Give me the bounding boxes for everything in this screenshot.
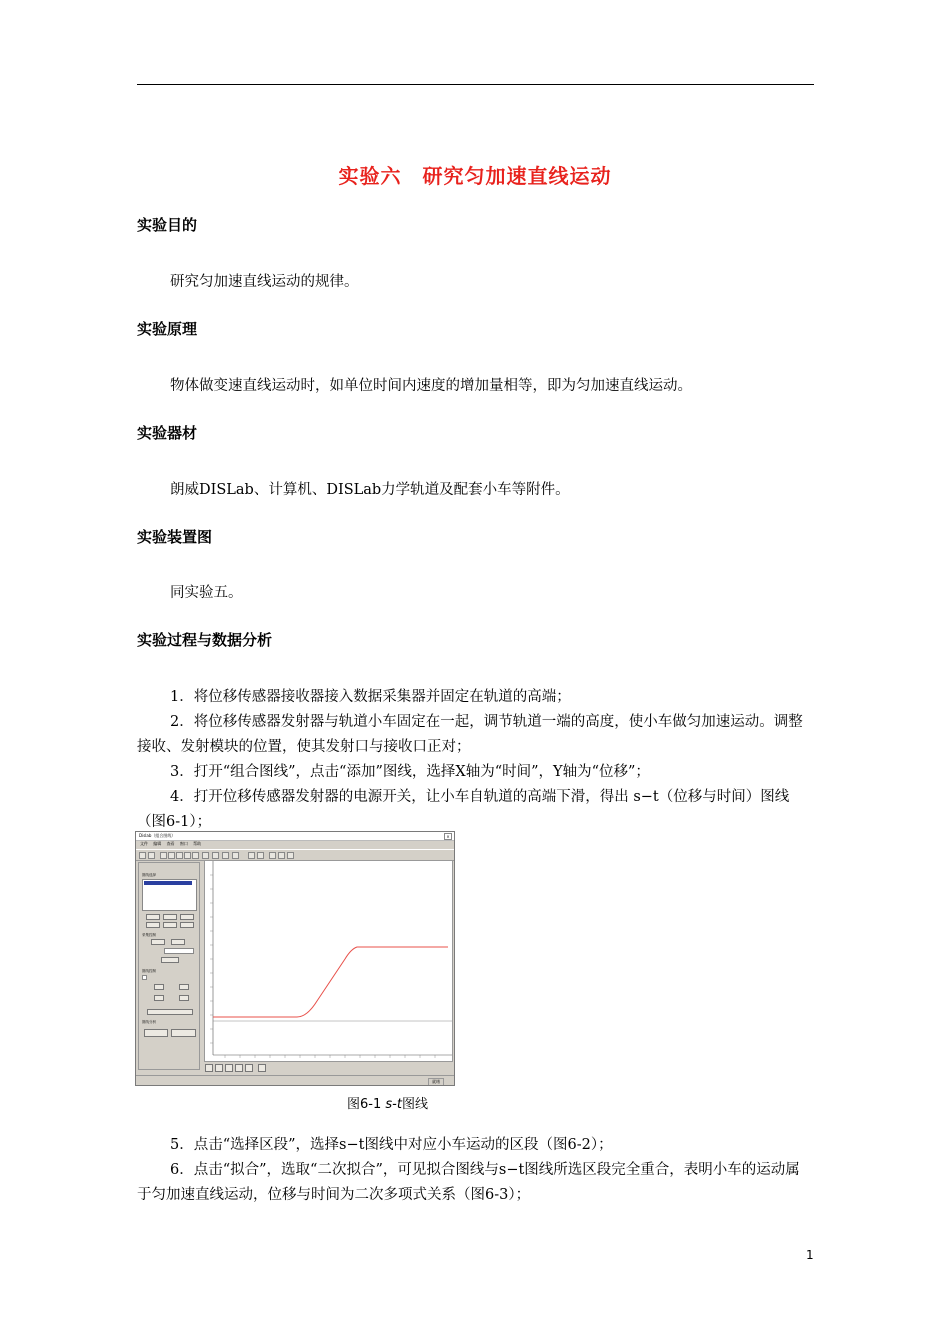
- panel-button[interactable]: [147, 1009, 193, 1015]
- toolbar-button[interactable]: [232, 852, 239, 859]
- toolbar-button[interactable]: [160, 852, 167, 859]
- zoom-icon[interactable]: [245, 1064, 253, 1072]
- menu-edit[interactable]: 编辑: [153, 841, 162, 846]
- toolbar-button[interactable]: [184, 852, 191, 859]
- panel-button[interactable]: [179, 984, 189, 990]
- toolbar-button[interactable]: [168, 852, 175, 859]
- window-titlebar: [136, 832, 454, 841]
- caption-variable: s-t: [385, 1097, 402, 1112]
- st-curve: [213, 947, 448, 1017]
- plot-toolbar: [204, 1063, 453, 1073]
- zoom-icon[interactable]: [215, 1064, 223, 1072]
- step-3: 3．打开“组合图线”，点击“添加”图线，选择X轴为“时间”，Y轴为“位移”；: [170, 764, 650, 780]
- step-1: 1．将位移传感器接收器接入数据采集器并固定在轨道的高端；: [170, 689, 571, 705]
- menu-help[interactable]: 帮助: [193, 841, 202, 846]
- print-icon[interactable]: [258, 1064, 266, 1072]
- figure-caption: [0, 1093, 775, 1112]
- play-icon[interactable]: [248, 852, 255, 859]
- panel-button[interactable]: [154, 995, 164, 1001]
- panel-button[interactable]: [163, 922, 177, 928]
- zoom-icon[interactable]: [225, 1064, 233, 1072]
- stop-button[interactable]: [171, 939, 185, 945]
- checkbox[interactable]: [142, 975, 147, 980]
- select-range-button[interactable]: [171, 1029, 196, 1037]
- heading-procedure: 实验过程与数据分析: [137, 631, 273, 649]
- step-4: 4．打开位移传感器发射器的电源开关，让小车自轨道的高端下滑，得出 s−t（位移与时间）图线（图6-1）；: [137, 789, 790, 830]
- text-materials: 朗威DISLab、计算机、DISLab力学轨道及配套小车等附件。: [170, 482, 570, 498]
- y-ticks: [210, 875, 213, 1043]
- heading-setup: 实验装置图: [137, 528, 213, 546]
- fit-button[interactable]: [144, 1029, 168, 1037]
- text-principle: 物体做变速直线运动时，如单位时间内速度的增加量相等，即为匀加速直线运动。: [170, 378, 692, 394]
- caption-suffix: 图线: [401, 1097, 428, 1112]
- panel-label: 图线选择: [142, 873, 156, 877]
- status-text: 就绪: [428, 1078, 444, 1086]
- panel-label: 图线控制: [142, 969, 156, 973]
- window-title: Dislab（组合图线）: [139, 833, 176, 838]
- text-purpose: 研究匀加速直线运动的规律。: [170, 274, 359, 290]
- page-title: 实验六 研究匀加速直线运动: [338, 164, 612, 188]
- caption-prefix: 图6-1: [347, 1097, 382, 1112]
- toolbar-button[interactable]: [148, 852, 155, 859]
- menu-window[interactable]: 窗口: [179, 841, 188, 846]
- toolbar-button[interactable]: [202, 852, 209, 859]
- heading-materials: 实验器材: [137, 424, 198, 442]
- toolbar-button[interactable]: [176, 852, 183, 859]
- toolbar-button[interactable]: [192, 852, 199, 859]
- toolbar-button[interactable]: [212, 852, 219, 859]
- zoom-icon[interactable]: [235, 1064, 243, 1072]
- panel-button[interactable]: [179, 995, 189, 1001]
- header-rule: [137, 84, 814, 85]
- step-2: 2．将位移传感器发射器与轨道小车固定在一起，调节轨道一端的高度，使小车做匀加速运动。调整接收、发射模块的位置，使其发射口与接收口正对；: [137, 714, 803, 755]
- interval-select[interactable]: [164, 948, 194, 954]
- step-5: 5．点击“选择区段”，选择s−t图线中对应小车运动的区段（图6-2）；: [170, 1137, 613, 1153]
- status-bar: [136, 1075, 454, 1086]
- step-6: 6．点击“拟合”，选取“二次拟合”，可见拟合图线与s−t图线所选区段完全重合，表明小车的运动属于匀加速直线运动，位移与时间为二次多项式关系（图6-3）；: [137, 1162, 800, 1203]
- menu-file[interactable]: 文件: [140, 841, 148, 846]
- st-graph: [205, 861, 452, 1061]
- toolbar-button[interactable]: [287, 852, 294, 859]
- control-panel: [138, 862, 200, 1070]
- delete-button[interactable]: [163, 914, 177, 920]
- software-screenshot: [135, 831, 455, 1086]
- zoom-icon[interactable]: [205, 1064, 213, 1072]
- x-ticks: [225, 1055, 435, 1058]
- toolbar-button[interactable]: [269, 852, 276, 859]
- menu-view[interactable]: 查看: [166, 841, 175, 846]
- start-button[interactable]: [151, 939, 165, 945]
- heading-principle: 实验原理: [137, 320, 198, 338]
- page-number: 1: [806, 1248, 814, 1262]
- close-icon[interactable]: ×: [444, 833, 452, 840]
- toolbar-button[interactable]: [222, 852, 229, 859]
- series-list[interactable]: [142, 879, 197, 911]
- panel-button[interactable]: [161, 957, 179, 963]
- heading-purpose: 实验目的: [137, 216, 198, 234]
- panel-button[interactable]: [154, 984, 164, 990]
- clear-button[interactable]: [146, 922, 160, 928]
- modify-button[interactable]: [180, 914, 194, 920]
- panel-button[interactable]: [180, 922, 194, 928]
- add-button[interactable]: [146, 914, 160, 920]
- panel-label: 采集控制: [142, 933, 156, 937]
- toolbar-button[interactable]: [278, 852, 285, 859]
- toolbar-button[interactable]: [139, 852, 146, 859]
- text-setup: 同实验五。: [170, 585, 243, 601]
- menu-bar: [136, 841, 454, 848]
- stop-icon[interactable]: [257, 852, 264, 859]
- plot-area[interactable]: [204, 860, 453, 1062]
- panel-label: 图线分析: [142, 1020, 156, 1024]
- selected-series[interactable]: [144, 881, 192, 885]
